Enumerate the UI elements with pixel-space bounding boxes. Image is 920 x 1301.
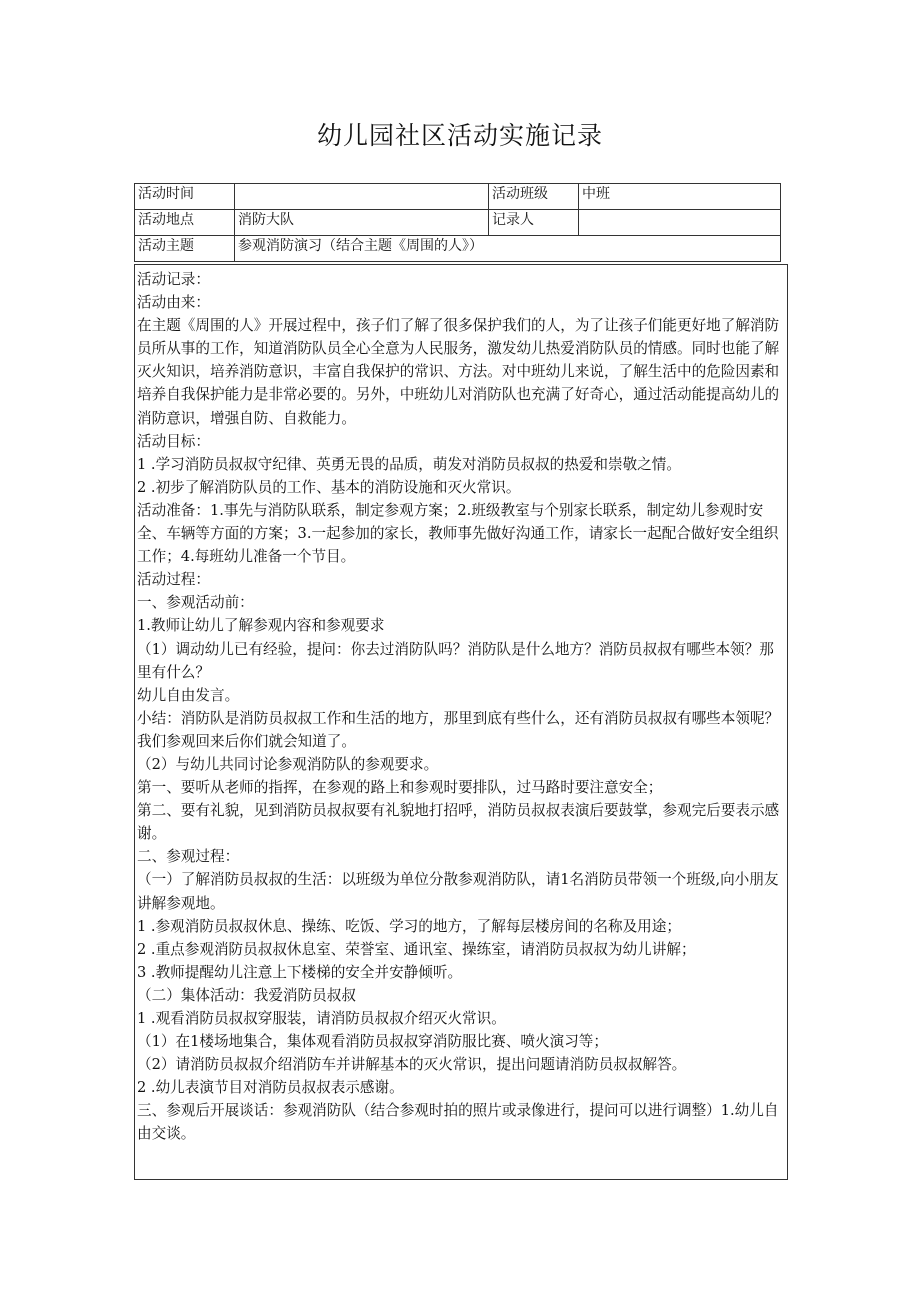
recorder-label: 记录人 — [489, 210, 579, 236]
record-line: 活动记录： — [137, 271, 210, 288]
class-label: 活动班级 — [489, 184, 579, 210]
record-line: 1 .参观消防员叔叔休息、操练、吃饭、学习的地方，了解每层楼房间的名称及用途； — [137, 917, 681, 935]
record-line: 2 .重点参观消防员叔叔休息室、荣誉室、通讯室、操练室，请消防员叔叔为幼儿讲解； — [137, 940, 696, 958]
record-line: 活动目标： — [137, 432, 210, 450]
record-line: 1 .学习消防员叔叔守纪律、英勇无畏的品质，萌发对消防员叔叔的热爱和崇敬之情。 — [137, 455, 681, 473]
theme-value: 参观消防演习（结合主题《周围的人》） — [235, 236, 781, 262]
table-row — [135, 210, 781, 236]
theme-label: 活动主题 — [135, 236, 235, 262]
activity-record — [134, 264, 788, 1180]
location-label: 活动地点 — [135, 210, 235, 236]
record-line: （二）集体活动：我爱消防员叔叔 — [137, 986, 356, 1004]
record-line: 一、参观活动前： — [137, 594, 254, 612]
record-line: 2 .初步了解消防队员的工作、基本的消防设施和灭火常识。 — [137, 478, 521, 496]
table-row — [135, 236, 781, 262]
record-line: 在主题《周围的人》开展过程中，孩子们了解了很多保护我们的人，为了让孩子们能更好地了解消防员所从事的工作，知道消防队员全心全意为人民服务，激发幼儿热爱消防队员的情感。同时也能了解灭火知识，培养消防意识，丰富自我保护的常识、方法。对中班幼儿来说，了解生活中的危险因素和培养自我保护能力是非常必要的。另外，中班幼儿对消防队也充满了好奇心，通过活动能提高幼儿的消防意识，增强自防、自救能力。 — [137, 317, 780, 427]
table-row — [135, 184, 781, 210]
time-label: 活动时间 — [135, 184, 235, 210]
page-title: 幼儿园社区活动实施记录 — [316, 121, 603, 150]
record-line: 1.教师让幼儿了解参观内容和参观要求 — [137, 617, 385, 635]
record-line: 第二、要有礼貌，见到消防员叔叔要有礼貌地打招呼，消防员叔叔表演后要鼓掌，参观完后要表示感谢。 — [137, 802, 780, 843]
record-line: 第一、要听从老师的指挥，在参观的路上和参观时要排队，过马路时要注意安全； — [137, 779, 663, 797]
record-line: （一）了解消防员叔叔的生活：以班级为单位分散参观消防队，请1名消防员带领一个班级,向小朋友讲解参观地。 — [137, 871, 779, 912]
record-line: （1）在1楼场地集合，集体观看消防员叔叔穿消防服比赛、喷火演习等； — [137, 1033, 608, 1051]
record-line: 三、参观后开展谈话：参观消防队（结合参观时拍的照片或录像进行，提问可以进行调整）1.幼儿自由交谈。 — [137, 1102, 779, 1143]
time-value — [235, 184, 489, 210]
record-line: 活动由来： — [137, 294, 210, 312]
recorder-value — [579, 210, 781, 236]
location-value: 消防大队 — [235, 210, 489, 236]
record-line: 1 .观看消防员叔叔穿服装，请消防员叔叔介绍灭火常识。 — [137, 1010, 506, 1027]
record-line: 3 .教师提醒幼儿注意上下楼梯的安全并安静倾听。 — [137, 963, 463, 981]
record-line: 小结：消防队是消防员叔叔工作和生活的地方，那里到底有些什么，还有消防员叔叔有哪些本领呢？我们参观回来后你们就会知道了。 — [137, 709, 780, 750]
record-line: 幼儿自由发言。 — [137, 686, 240, 704]
record-line: 二、参观过程： — [137, 848, 240, 866]
record-line: （1）调动幼儿已有经验，提问：你去过消防队吗？消防队是什么地方？消防员叔叔有哪些本领？那里有什么？ — [137, 640, 774, 681]
record-line: 2 .幼儿表演节目对消防员叔叔表示感谢。 — [137, 1079, 404, 1097]
record-line: （2）与幼儿共同讨论参观消防队的参观要求。 — [137, 755, 439, 773]
record-line: （2）请消防员叔叔介绍消防车并讲解基本的灭火常识，提出问题请消防员叔叔解答。 — [137, 1056, 687, 1074]
record-line: 活动过程： — [137, 571, 210, 589]
activity-info-table — [134, 183, 781, 262]
class-value: 中班 — [579, 184, 781, 210]
record-line: 活动准备：1.事先与消防队联系，制定参观方案；2.班级教室与个别家长联系，制定幼儿参观时安全、车辆等方面的方案；3.一起参加的家长，教师事先做好沟通工作，请家长一起配合做好安全组织工作；4.每班幼儿准备一个节目。 — [137, 501, 779, 566]
